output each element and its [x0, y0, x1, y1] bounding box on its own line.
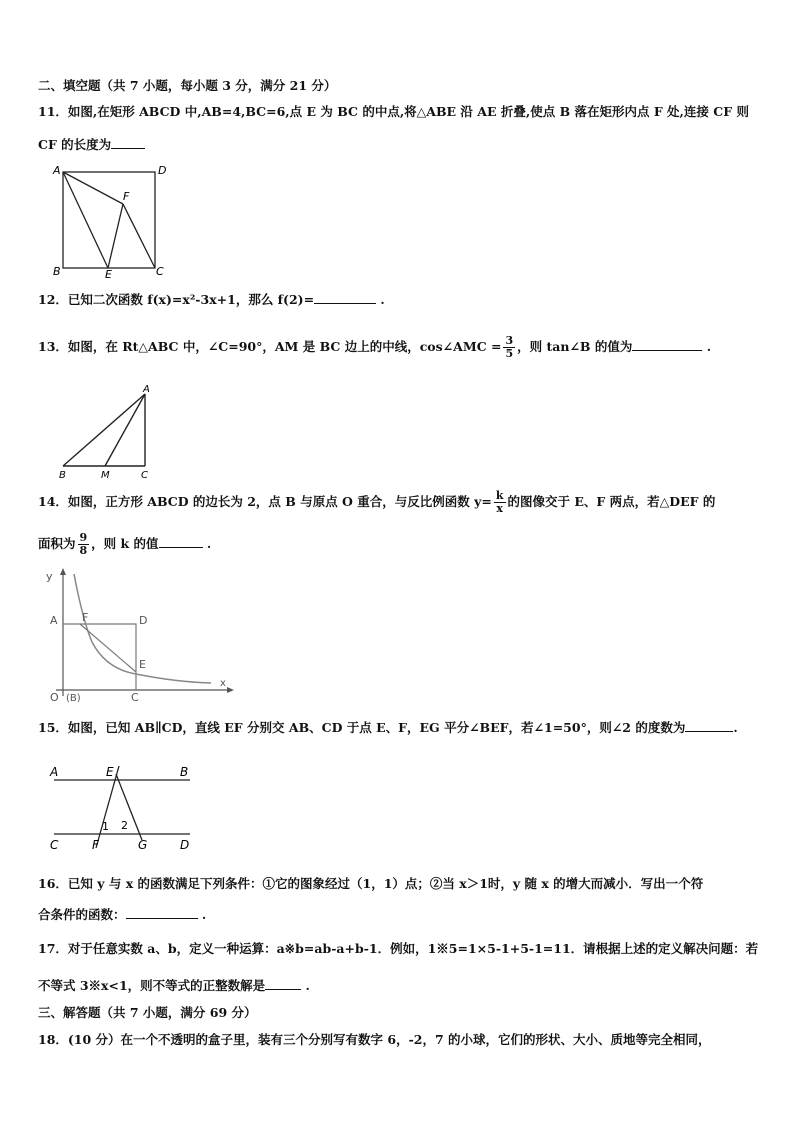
q14-area-den: 8: [79, 544, 88, 557]
q17-answer-blank[interactable]: [265, 977, 301, 990]
label-a: A: [143, 384, 150, 395]
label-d: D: [180, 838, 190, 852]
label-o: O: [50, 691, 59, 704]
label-a: A: [53, 164, 61, 177]
q12-end: .: [380, 292, 385, 307]
label-b: B: [180, 765, 189, 779]
x-axis-arrow: [227, 687, 234, 693]
q15-line: [38, 719, 738, 736]
q14-line2-post: ，则 k 的值: [91, 536, 159, 551]
q13-line: [38, 333, 711, 361]
label-e: E: [139, 658, 146, 671]
q14-line2: [38, 530, 211, 558]
label-b: B: [59, 470, 66, 481]
q15-parallel-lines-figure: [44, 760, 204, 856]
section-title-solutions: 三、解答题（共 7 小题，满分 69 分）: [38, 1005, 257, 1020]
label-e: E: [106, 765, 114, 779]
q14-frac-den: x: [496, 502, 503, 515]
q16-line2: [38, 906, 206, 923]
label-g: G: [138, 838, 148, 852]
q14-line1: [38, 488, 715, 516]
q13-answer-blank[interactable]: [632, 338, 702, 351]
label-f: F: [82, 611, 89, 624]
label-angle-2: 2: [121, 819, 128, 832]
q17-line2-text: 不等式 3※x<1，则不等式的正整数解是: [38, 978, 266, 993]
label-c: C: [141, 470, 148, 481]
q17-line1: 17．对于任意实数 a、b，定义一种运算：a※b=ab-a+b-1．例如，1※5=1×5-1+5-1=11．请根据上述的定义解决问题：若: [38, 941, 759, 956]
q12-answer-blank[interactable]: [314, 291, 376, 304]
section-title-fill-in: 二、填空题（共 7 小题，每小题 3 分，满分 21 分）: [38, 78, 337, 93]
q14-pre: 14．如图，正方形 ABCD 的边长为 2，点 B 与原点 O 重合，与反比例函数 y=: [38, 494, 492, 509]
label-f: F: [123, 190, 130, 203]
q17-line2: [38, 977, 310, 994]
segment-af: [63, 172, 123, 204]
label-f: F: [92, 838, 99, 852]
q11-line1: 11．如图,在矩形 ABCD 中,AB=4,BC=6,点 E 为 BC 的中点,将△ABE 沿 AE 折叠,使点 B 落在矩形内点 F 处,连接 CF 则: [38, 104, 749, 119]
q11-line2-text: CF 的长度为: [38, 137, 112, 152]
q14-area-num: 9: [79, 531, 88, 544]
label-c: C: [131, 691, 139, 704]
q16-answer-blank[interactable]: [126, 906, 198, 919]
segment-fe: [80, 624, 136, 672]
q13-triangle-figure: [55, 382, 165, 482]
q18-line1: 18．(10 分）在一个不透明的盒子里，装有三个分别写有数字 6，-2，7 的小球，它们的形状、大小、质地等完全相同，: [38, 1032, 711, 1047]
rectangle-abcd: [63, 172, 155, 268]
q14-area-fraction: [78, 532, 90, 557]
segment-fe: [108, 204, 123, 268]
q13-frac-den: 5: [505, 347, 514, 360]
q15-end: .: [733, 720, 738, 735]
q16-line2-text: 合条件的函数：: [38, 907, 126, 922]
q15-text: 15．如图，已知 AB∥CD，直线 EF 分别交 AB、CD 于点 E、F，EG 平分∠BEF，若∠1=50°，则∠2 的度数为: [38, 720, 686, 735]
q14-answer-blank[interactable]: [159, 535, 203, 548]
q16-end: .: [201, 907, 207, 922]
y-axis-arrow: [60, 568, 66, 575]
q11-line2: [38, 136, 145, 153]
label-d: D: [158, 164, 167, 177]
label-d: D: [139, 614, 148, 627]
q14-graph-figure: [36, 564, 246, 710]
q12-line: [38, 291, 385, 308]
label-angle-1: 1: [102, 820, 109, 833]
label-a: A: [50, 765, 59, 779]
q14-line2-pre: 面积为: [38, 536, 76, 551]
q14-fraction: [494, 490, 506, 515]
q11-answer-blank[interactable]: [111, 136, 145, 149]
label-c: C: [50, 838, 59, 852]
square-abcd: [63, 624, 136, 690]
q11-rectangle-figure: [50, 162, 170, 280]
q13-end: .: [706, 339, 712, 354]
q17-end: .: [305, 978, 310, 993]
q14-end: .: [206, 536, 212, 551]
label-c: C: [156, 265, 164, 278]
q13-pre: 13．如图，在 Rt△ABC 中，∠C=90°，AM 是 BC 边上的中线，cos∠AMC =: [38, 339, 502, 354]
label-a: A: [50, 614, 58, 627]
label-m: M: [101, 470, 110, 481]
ray-eg: [116, 774, 142, 840]
q16-line1: 16．已知 y 与 x 的函数满足下列条件：①它的图象经过（1，1）点；②当 x＞1时，y 随 x 的增大而减小．写出一个符: [38, 876, 704, 891]
q14-frac-num: k: [495, 489, 504, 502]
label-y: y: [46, 570, 53, 583]
q13-post: ，则 tan∠B 的值为: [517, 339, 633, 354]
segment-ab: [63, 394, 145, 466]
segment-ae: [63, 172, 108, 268]
q13-fraction: [503, 335, 515, 360]
q12-text: 12．已知二次函数 f(x)=x²-3x+1，那么 f(2)=: [38, 292, 315, 307]
segment-fc: [123, 204, 155, 268]
q15-answer-blank[interactable]: [685, 719, 733, 732]
label-b: B: [53, 265, 61, 278]
label-e: E: [105, 268, 112, 281]
label-x: x: [220, 678, 226, 689]
q14-post: 的图像交于 E、F 两点，若△DEF 的: [507, 494, 716, 509]
q13-frac-num: 3: [505, 334, 514, 347]
segment-am: [105, 394, 145, 466]
label-b-paren: (B): [66, 693, 81, 704]
